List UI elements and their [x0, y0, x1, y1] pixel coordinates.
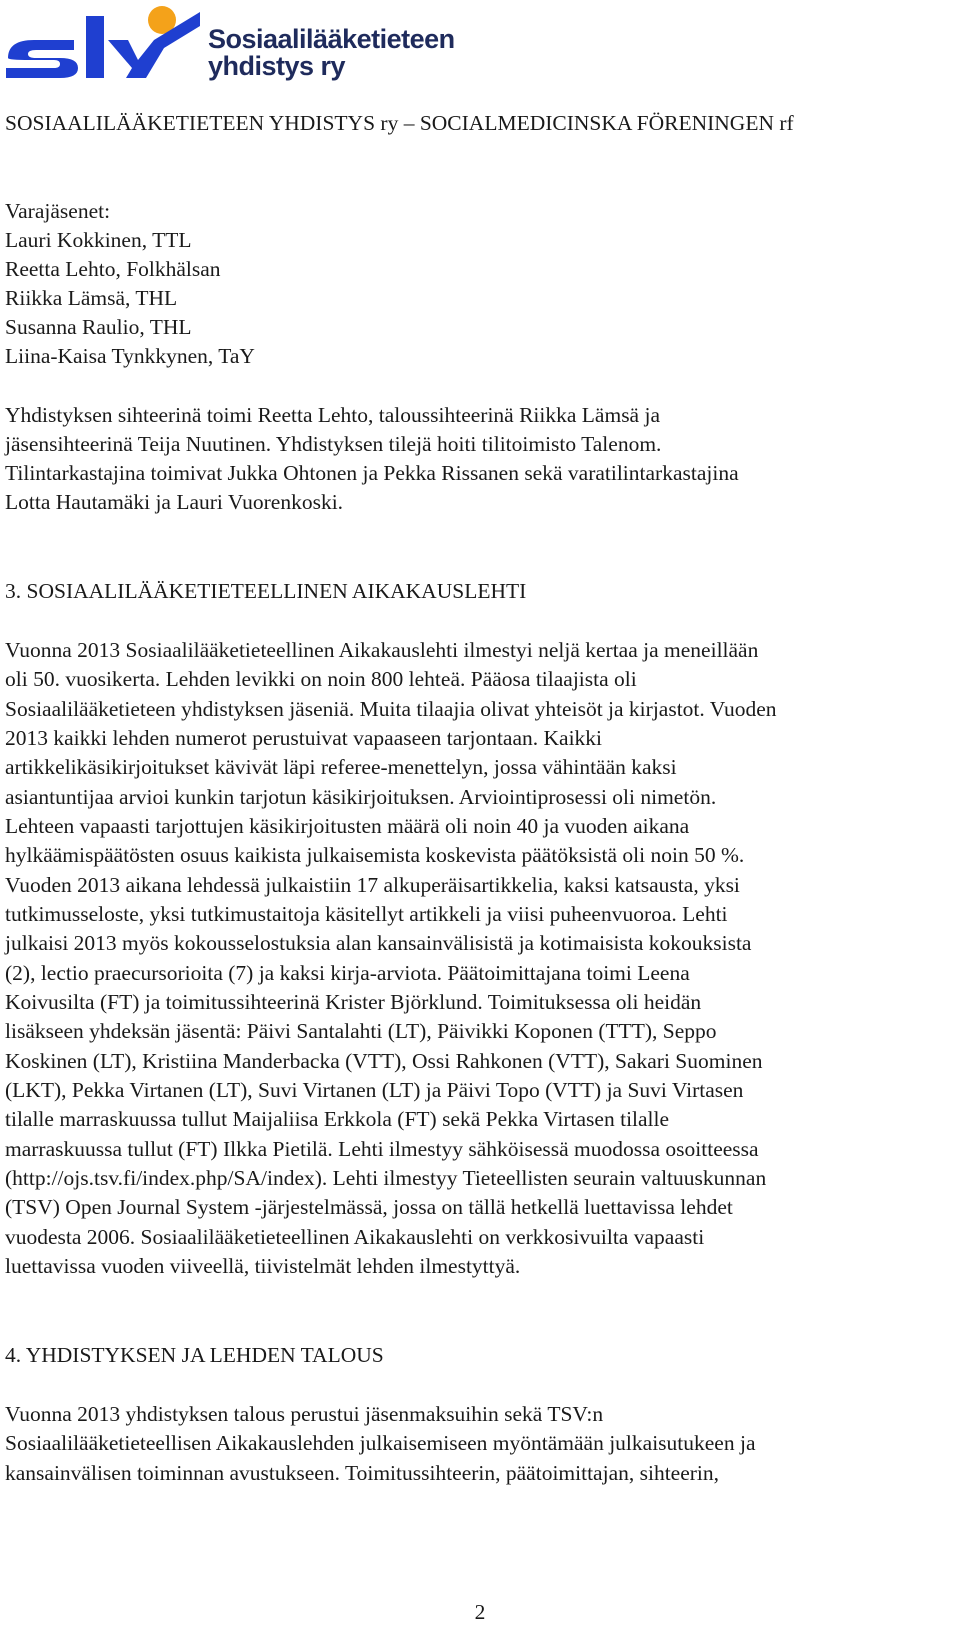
- officers-paragraph-line: Lotta Hautamäki ja Lauri Vuorenkoski.: [5, 490, 344, 514]
- section-3-line: luettavissa vuoden viiveellä, tiivistelmät lehden ilmestyttyä.: [5, 1254, 521, 1278]
- logo-letter-l: [86, 16, 104, 78]
- section-3-line: vuodesta 2006. Sosiaalilääketieteellinen Aikakauslehti on verkkosivuilta vapaasti: [5, 1225, 705, 1249]
- section-3-line: (2), lectio praecursorioita (7) ja kaksi kirja-arviota. Päätoimittajana toimi Leena: [5, 961, 690, 985]
- section-3-line: tutkimusseloste, yksi tutkimustaitoja käsitellyt artikkeli ja viisi puheenvuoroa. Lehti: [5, 902, 728, 926]
- deputy-member: Lauri Kokkinen, TTL: [5, 228, 192, 252]
- deputy-member: Riikka Lämsä, THL: [5, 286, 178, 310]
- section-4-line: Sosiaalilääketieteellisen Aikakauslehden julkaisemiseen myöntämään julkaisutukeen ja: [5, 1431, 756, 1455]
- section-3-line: Sosiaalilääketieteen yhdistyksen jäseniä. Muita tilaajia olivat yhteisöt ja kirjastot. Vuoden: [5, 697, 777, 721]
- society-logo: [4, 2, 454, 86]
- section-4-line: kansainvälisen toiminnan avustukseen. Toimitussihteerin, päätoimittajan, sihteerin,: [5, 1461, 720, 1485]
- document-header: SOSIAALILÄÄKETIETEEN YHDISTYS ry – SOCIALMEDICINSKA FÖRENINGEN rf: [5, 111, 794, 135]
- officers-paragraph-line: Tilintarkastajina toimivat Jukka Ohtonen ja Pekka Rissanen sekä varatilintarkastajina: [5, 461, 739, 485]
- section-3-line: Koskinen (LT), Kristiina Manderbacka (VTT), Ossi Rahkonen (VTT), Sakari Suominen: [5, 1049, 763, 1073]
- section-3-line: Koivusilta (FT) ja toimitussihteerinä Krister Björklund. Toimituksessa oli heidän: [5, 990, 702, 1014]
- section-3-line: Lehteen vapaasti tarjottujen käsikirjoitusten määrä oli noin 40 ja vuoden aikana: [5, 814, 690, 838]
- section-3-line: oli 50. vuosikerta. Lehden levikki on noin 800 lehteä. Pääosa tilaajista oli: [5, 667, 637, 691]
- section-3-heading: 3. SOSIAALILÄÄKETIETEELLINEN AIKAKAUSLEHTI: [5, 579, 527, 603]
- officers-paragraph-line: Yhdistyksen sihteerinä toimi Reetta Lehto, taloussihteerinä Riikka Lämsä ja: [5, 403, 660, 427]
- section-4-line: Vuonna 2013 yhdistyksen talous perustui jäsenmaksuihin sekä TSV:n: [5, 1402, 604, 1426]
- deputies-title: Varajäsenet:: [5, 199, 111, 223]
- deputy-member: Reetta Lehto, Folkhälsan: [5, 257, 221, 281]
- deputy-member: Liina-Kaisa Tynkkynen, TaY: [5, 344, 255, 368]
- section-3-line: hylkäämispäätösten osuus kaikista julkaisemista koskevista päätöksistä oli noin 50 %.: [5, 843, 745, 867]
- section-3-line: marraskuussa tullut (FT) Ilkka Pietilä. Lehti ilmestyy sähköisessä muodossa osoitteessa: [5, 1137, 759, 1161]
- section-3-line: asiantuntijaa arvioi kunkin tarjotun käsikirjoituksen. Arviointiprosessi oli nimetön.: [5, 785, 717, 809]
- section-3-line: lisäkseen yhdeksän jäsentä: Päivi Santalahti (LT), Päivikki Koponen (TTT), Seppo: [5, 1019, 717, 1043]
- officers-paragraph-line: jäsensihteerinä Teija Nuutinen. Yhdistyksen tilejä hoiti tilitoimisto Talenom.: [5, 432, 662, 456]
- deputy-member: Susanna Raulio, THL: [5, 315, 192, 339]
- section-3-line: Vuoden 2013 aikana lehdessä julkaistiin 17 alkuperäisartikkelia, kaksi katsausta, yksi: [5, 873, 740, 897]
- logo-text-line1: Sosiaalilääketieteen: [208, 24, 455, 54]
- section-3-line: (http://ojs.tsv.fi/index.php/SA/index). Lehti ilmestyy Tieteellisten seurain valtuuskunnan: [5, 1166, 767, 1190]
- section-3-line: Vuonna 2013 Sosiaalilääketieteellinen Aikakauslehti ilmestyi neljä kertaa ja meneillään: [5, 638, 759, 662]
- section-3-line: (LKT), Pekka Virtanen (LT), Suvi Virtanen (LT) ja Päivi Topo (VTT) ja Suvi Virtasen: [5, 1078, 744, 1102]
- sly-logo-mark: [4, 2, 204, 86]
- section-3-line: (TSV) Open Journal System -järjestelmässä, jossa on tällä hetkellä luettavissa lehdet: [5, 1195, 733, 1219]
- logo-text-line2: yhdistys ry: [208, 51, 346, 81]
- section-3-line: julkaisi 2013 myös kokousselostuksia alan kansainvälisistä ja kotimaisista kokouksista: [5, 931, 752, 955]
- section-3-line: 2013 kaikki lehden numerot perustuivat vapaaseen tarjontaan. Kaikki: [5, 726, 603, 750]
- logo-letter-s: [6, 40, 78, 78]
- page-number: 2: [474, 1600, 486, 1624]
- section-4-heading: 4. YHDISTYKSEN JA LEHDEN TALOUS: [5, 1343, 384, 1367]
- section-3-line: artikkelikäsikirjoitukset kävivät läpi referee-menettelyn, jossa vähintään kaksi: [5, 755, 677, 779]
- section-3-line: tilalle marraskuussa tullut Maijaliisa Erkkola (FT) sekä Pekka Virtasen tilalle: [5, 1107, 670, 1131]
